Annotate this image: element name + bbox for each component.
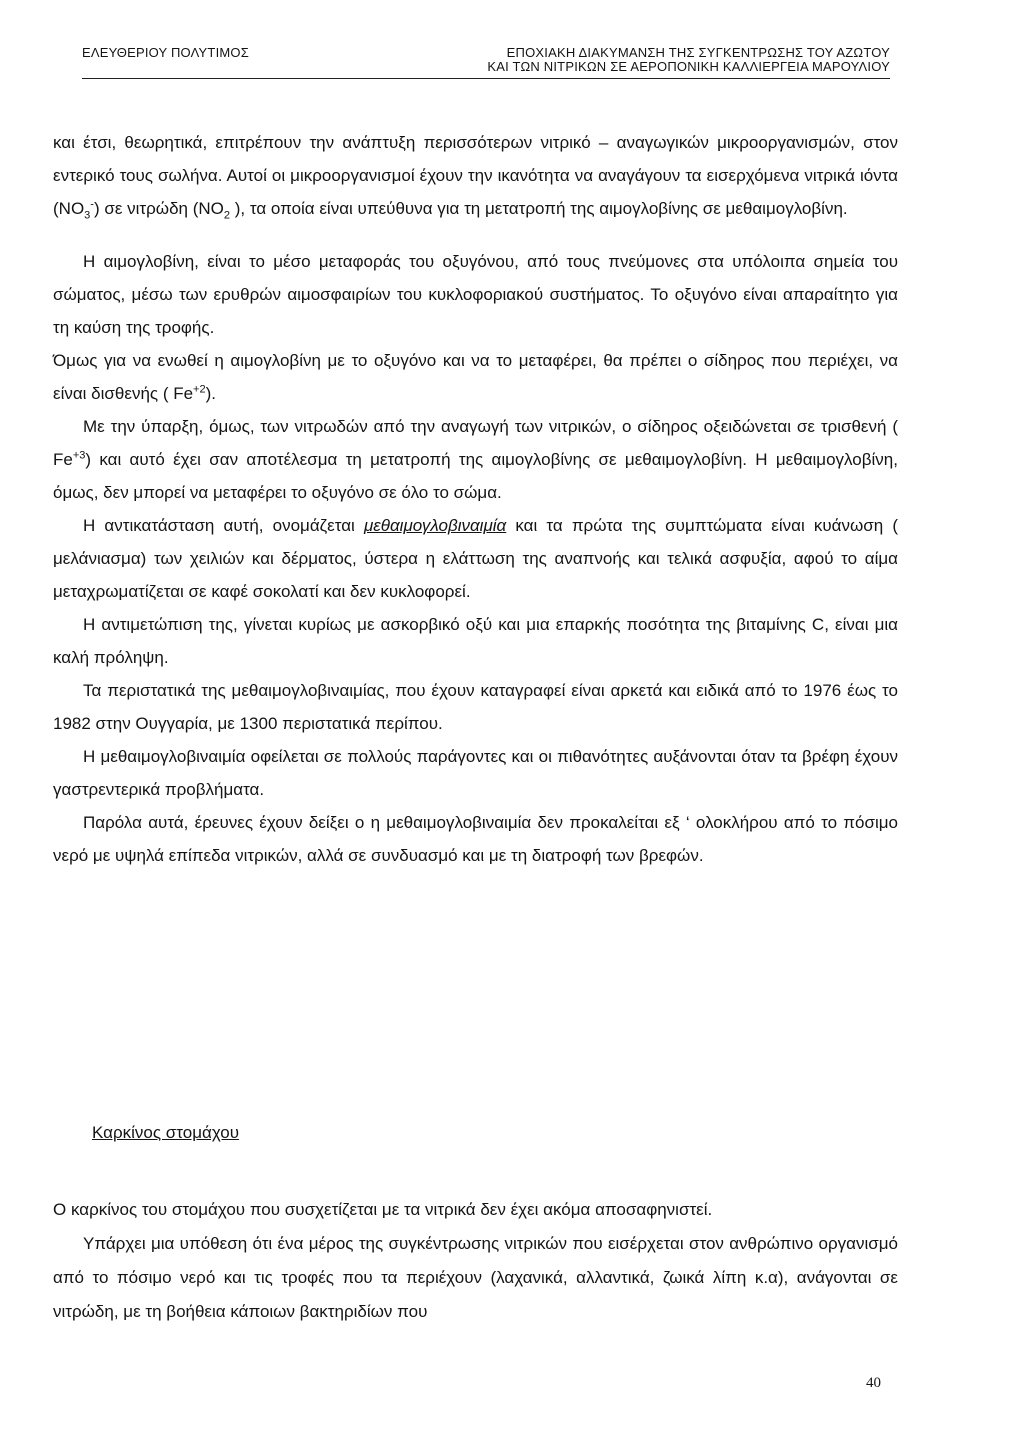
- section-paragraph-2: Υπάρχει μια υπόθεση ότι ένα μέρος της συγκέντρωσης νιτρικών που εισέρχεται στον ανθρώπινο οργανισμό από το πόσιμο νερό και τις τροφές που τα περιέχουν (λαχανικά, αλλαντικά, ζωικά λίπη κ.α), ανάγονται σε νιτρώδη, με τη βοήθεια κάποιων βακτηριδίων που: [53, 1234, 898, 1321]
- paragraph-8: Η μεθαιμογλοβιναιμία οφείλεται σε πολλούς παράγοντες και οι πιθανότητες αυξάνονται όταν τα βρέφη έχουν γαστρεντερικά προβλήματα.: [53, 747, 898, 799]
- paragraph-1-part-a: και έτσι, θεωρητικά, επιτρέπουν την ανάπτυξη περισσότερων νιτρικό – αναγωγικών μικροοργανισμών, στον εντερικό τους σωλήνα. Αυτοί οι μικροοργανισμοί έχουν την ικανότητα να αναγάγουν τα εισερχόμενα νιτρικά ιόντα (NO: [53, 133, 898, 218]
- paragraph-1-part-c: ), τα οποία είναι υπεύθυνα για τη μετατροπή της αιμογλοβίνης σε μεθαιμογλοβίνη.: [230, 199, 848, 218]
- paragraph-4: [53, 410, 898, 509]
- fe3-charge: +3: [72, 449, 86, 462]
- running-header: [82, 46, 890, 79]
- paragraph-5-part-b: και τα πρώτα της συμπτώματα είναι κυάνωση ( μελάνιασμα) των χειλιών και δέρματος, ύστερα η ελάττωση της αναπνοής και τελικά ασφυξία, αφού το αίμα μεταχρωματίζεται σε καφέ σοκολατί και δεν κυκλοφορεί.: [53, 516, 898, 601]
- body-text: [53, 126, 898, 872]
- paragraph-5-part-a: Η αντικατάσταση αυτή, ονομάζεται: [83, 516, 364, 535]
- paragraph-5: [53, 509, 898, 608]
- term-methemoglobinemia: μεθαιμογλοβιναιμία: [363, 516, 507, 535]
- paragraph-4-part-a: Με την ύπαρξη, όμως, των νιτρωδών από την αναγωγή των νιτρικών, ο σίδηρος οξειδώνεται σε τρισθενή ( Fe: [53, 417, 898, 469]
- header-author: ΕΛΕΥΘΕΡΙΟΥ ΠΟΛΥΤΙΜΟΣ: [82, 45, 249, 60]
- page-number: 40: [866, 1375, 881, 1391]
- paragraph-3: [53, 344, 898, 410]
- no3-charge: -: [90, 198, 94, 211]
- paragraph-9: Παρόλα αυτά, έρευνες έχουν δείξει ο η μεθαιμογλοβιναιμία δεν προκαλείται εξ ‘ ολοκλήρου από το πόσιμο νερό με υψηλά επίπεδα νιτρικών, αλλά σε συνδυασμό και με τη διατροφή των βρεφών.: [53, 813, 898, 865]
- section-paragraph-1: Ο καρκίνος του στομάχου που συσχετίζεται με τα νιτρικά δεν έχει ακόμα αποσαφηνιστεί.: [53, 1200, 713, 1219]
- paragraph-7: Τα περιστατικά της μεθαιμογλοβιναιμίας, που έχουν καταγραφεί είναι αρκετά και ειδικά από το 1976 έως το 1982 στην Ουγγαρία, με 1300 περιστατικά περίπου.: [53, 681, 898, 733]
- paragraph-2: Η αιμογλοβίνη, είναι το μέσο μεταφοράς του οξυγόνου, από τους πνεύμονες στα υπόλοιπα σημεία του σώματος, μέσω των ερυθρών αιμοσφαιρίων του κυκλοφοριακού συστήματος. Το οξυγόνο είναι απαραίτητο για τη καύση της τροφής.: [53, 252, 898, 337]
- section-body: [53, 1193, 898, 1329]
- paragraph-3-part-a: Όμως για να ενωθεί η αιμογλοβίνη με το οξυγόνο και να το μεταφέρει, θα πρέπει ο σίδηρος που περιέχει, να είναι δισθενής ( Fe: [53, 351, 898, 403]
- paragraph-3-part-b: ).: [205, 384, 216, 403]
- paragraph-4-part-b: ) και αυτό έχει σαν αποτέλεσμα τη μετατροπή της αιμογλοβίνης σε μεθαιμογλοβίνη. Η μεθαιμογλοβίνη, όμως, δεν μπορεί να μεταφέρει το οξυγόνο σε όλο το σώμα.: [53, 450, 898, 502]
- section-heading: Καρκίνος στομάχου: [92, 1123, 240, 1142]
- no3-subscript: 3: [84, 209, 91, 222]
- fe2-charge: +2: [193, 383, 206, 396]
- paragraph-1: [53, 126, 898, 225]
- no2-subscript: 2: [223, 209, 231, 222]
- header-title-line-1: ΕΠΟΧΙΑΚΗ ΔΙΑΚΥΜΑΝΣΗ ΤΗΣ ΣΥΓΚΕΝΤΡΩΣΗΣ ΤΟΥ ΑΖΩΤΟΥ: [506, 45, 890, 60]
- header-title-line-2: ΚΑΙ ΤΩΝ ΝΙΤΡΙΚΩΝ ΣΕ ΑΕΡΟΠΟΝΙΚΗ ΚΑΛΛΙΕΡΓΕΙΑ ΜΑΡΟΥΛΙΟΥ: [487, 59, 890, 74]
- paragraph-6: Η αντιμετώπιση της, γίνεται κυρίως με ασκορβικό οξύ και μια επαρκής ποσότητα της βιταμίνης C, είναι μια καλή πρόληψη.: [53, 615, 898, 667]
- paragraph-1-part-b: ) σε νιτρώδη (NO: [93, 199, 224, 218]
